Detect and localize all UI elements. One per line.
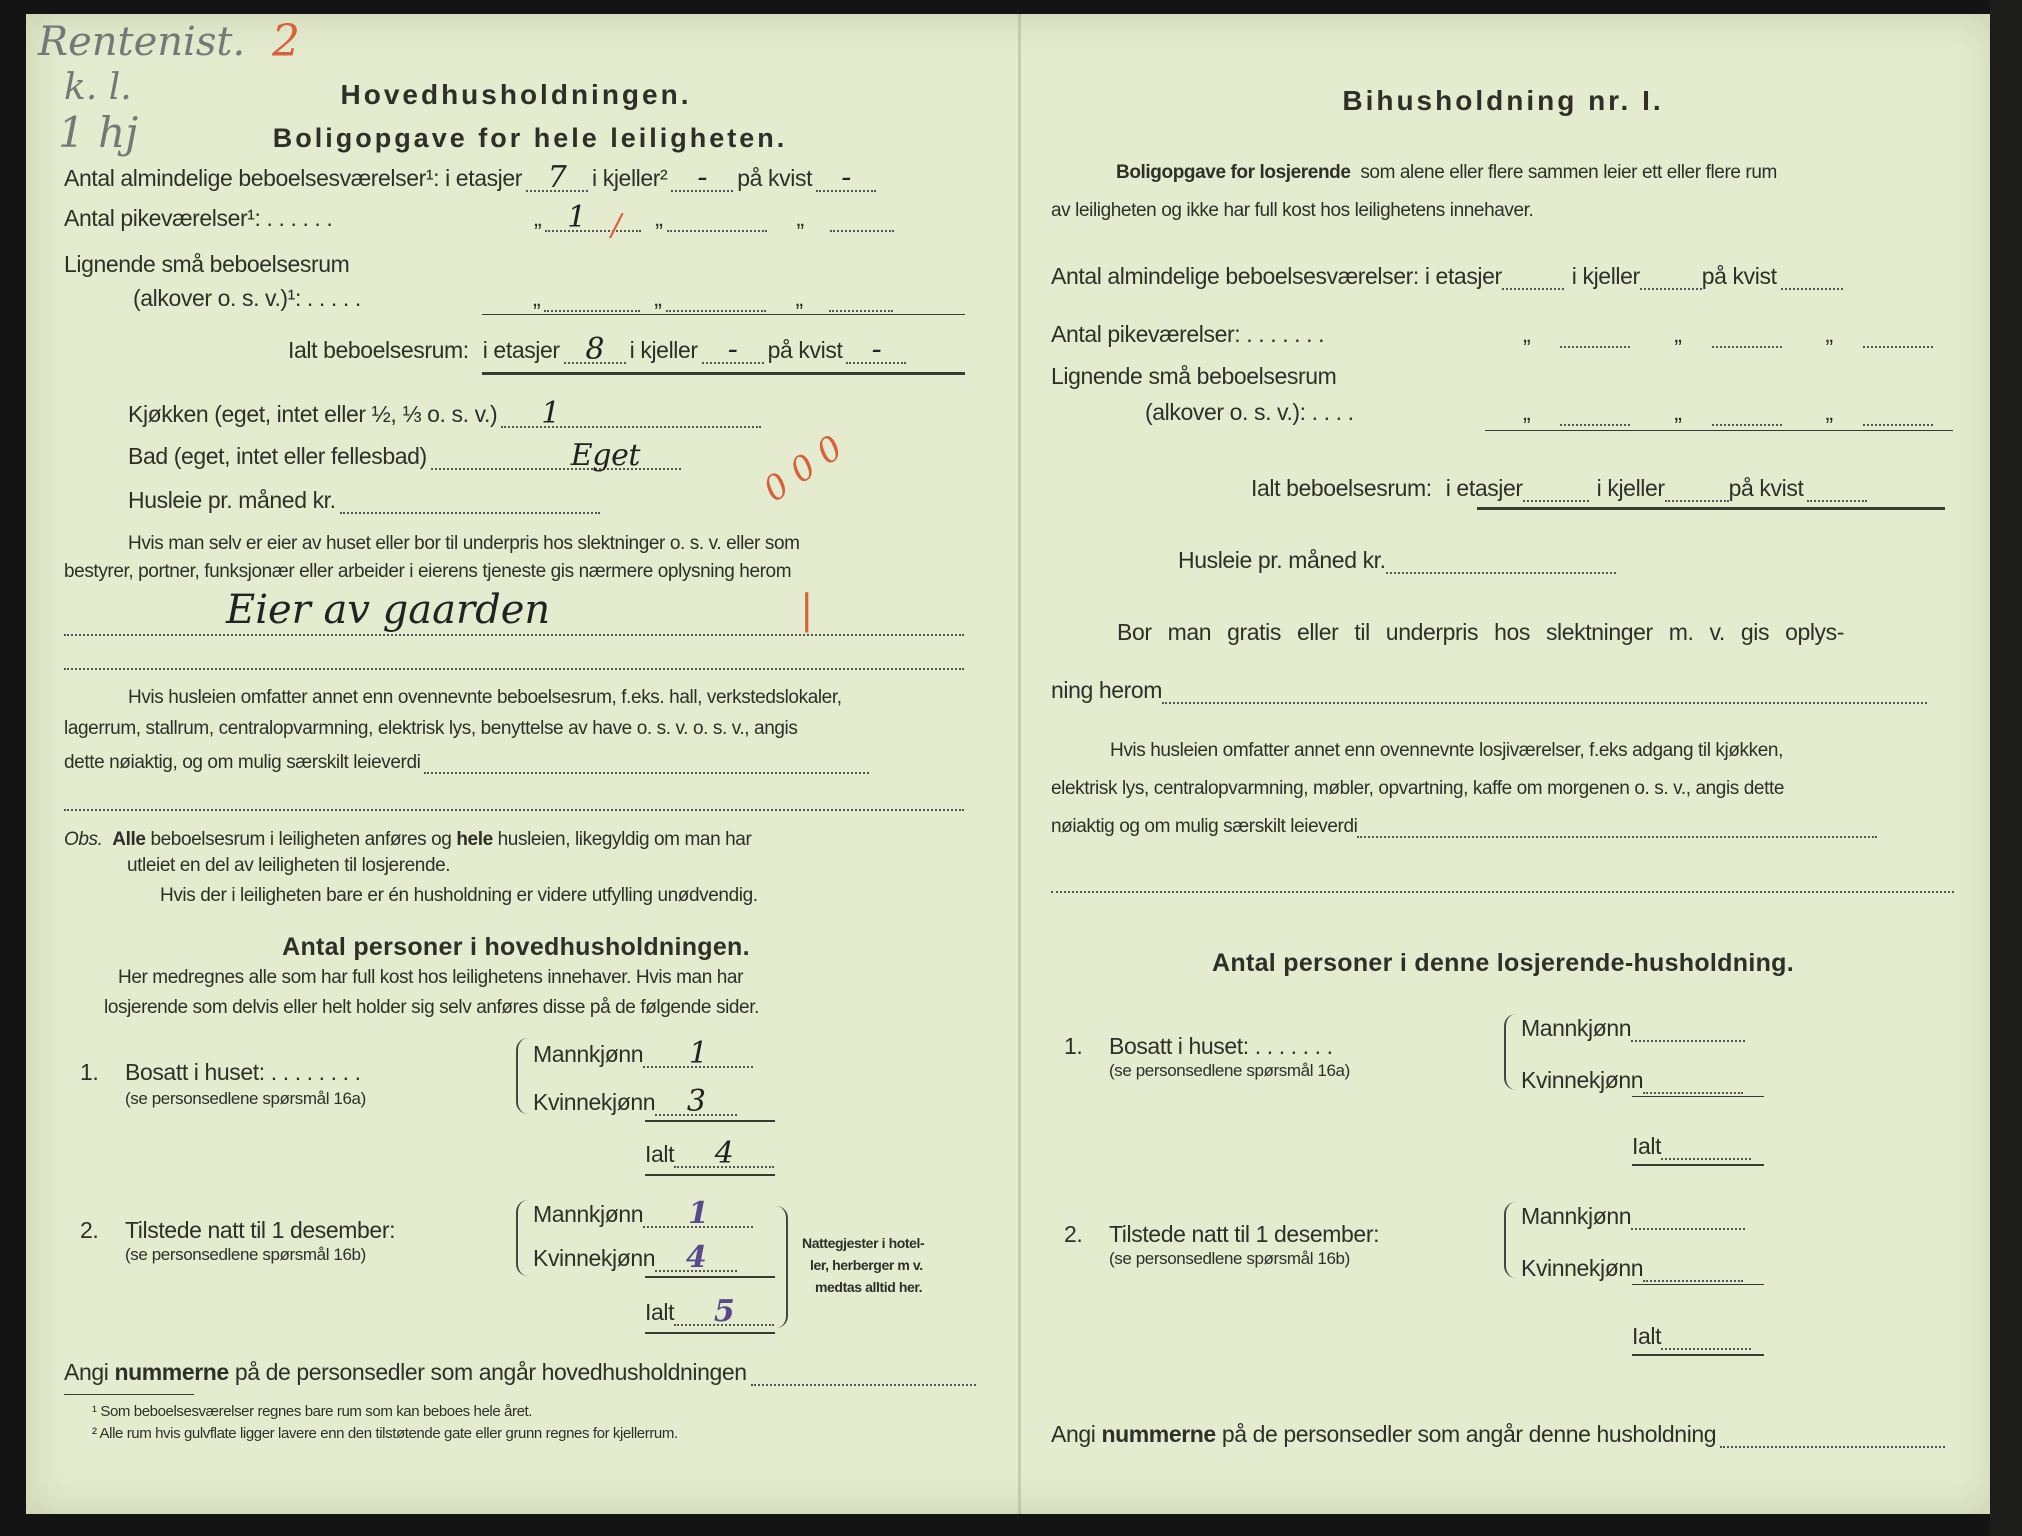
label: på kvist (767, 337, 843, 363)
persons-para: losjerende som delvis eller helt holder sig selv anføres disse på de følgende sider. (104, 997, 759, 1018)
divider (645, 1332, 775, 1334)
right-row-rent (1178, 546, 1616, 574)
right-persons-title: Antal personer i denne losjerende-husholdning. (1212, 949, 1794, 977)
right-similar-rooms-label: Lignende små beboelsesrum (1051, 363, 1337, 389)
extra-para-last (1051, 816, 1877, 838)
male-field[interactable] (1631, 1202, 1745, 1230)
free-para-last (1051, 676, 1927, 704)
obs-line: utleiet en del av leiligheten til losjerende. (127, 855, 451, 876)
red-annotation: | (800, 587, 814, 633)
etasjer-field[interactable]: 7 (526, 164, 588, 192)
label: Antal almindelige beboelsesværelser¹: i etasjer (64, 165, 523, 191)
label: Angi (1051, 1421, 1096, 1447)
extra-para-last (64, 752, 873, 774)
red-check-mark: / (611, 208, 621, 243)
kvist-field[interactable] (830, 204, 894, 232)
item-sub: (se personsedlene spørsmål 16a) (1109, 1061, 1350, 1080)
label: Angi (64, 1359, 109, 1385)
bold-word: nummerne (114, 1359, 229, 1385)
label: Husleie pr. måned kr. (1178, 547, 1386, 573)
kjeller-field[interactable]: - (671, 164, 733, 192)
divider (1477, 507, 1945, 510)
label: Ialt beboelsesrum: (288, 337, 469, 363)
text: beboelsesrum i leiligheten anføres og (150, 829, 452, 850)
bold-word: Alle (112, 829, 146, 850)
female-row (1521, 1254, 1743, 1282)
female-field[interactable] (1643, 1066, 1743, 1094)
ditto-mark: „ (654, 285, 662, 311)
label: (alkover o. s. v.)¹: . . . . . (133, 285, 361, 311)
label: på de personsedler som angår denne husholdning (1221, 1421, 1717, 1447)
total-row (645, 1294, 774, 1329)
label: Ialt (1632, 1133, 1662, 1159)
divider (645, 1174, 775, 1176)
scan-edge (1990, 0, 2022, 1536)
ditto-mark: „ (796, 205, 804, 231)
etasjer-field[interactable] (1560, 320, 1630, 348)
obs-line: Hvis der i leiligheten bare er én husholdning er videre utfylling unødvendig. (160, 885, 758, 906)
kjeller-field[interactable]: - (702, 336, 764, 364)
etasjer-field[interactable] (1502, 262, 1564, 290)
answer-line (1051, 891, 1954, 893)
ditto-mark: „ (1674, 321, 1682, 347)
label: Ialt (645, 1141, 675, 1167)
bath-field[interactable]: Eget (431, 442, 681, 470)
item-sub: (se personsedlene spørsmål 16b) (1109, 1249, 1350, 1268)
item-label: Bosatt i huset: . . . . . . . (1109, 1033, 1333, 1059)
kitchen-field[interactable]: 1 (501, 400, 761, 428)
item-label: Tilstede natt til 1 desember: (125, 1217, 396, 1243)
label: Ialt beboelsesrum: (1251, 475, 1432, 501)
total-field[interactable] (1661, 1132, 1751, 1160)
rent-field[interactable] (340, 486, 600, 514)
etasjer-field[interactable]: 1 / (545, 204, 641, 232)
label: i etasjer (1445, 475, 1523, 501)
item-label: Bosatt i huset: . . . . . . . . (125, 1059, 361, 1085)
rent-field[interactable] (1386, 546, 1616, 574)
free-info-field[interactable] (1162, 676, 1927, 704)
left-row-kitchen (128, 396, 765, 431)
item-sub: (se personsedlene spørsmål 16b) (125, 1245, 366, 1264)
right-row-maid-rooms (1051, 320, 1937, 348)
ditto-mark: „ (1523, 399, 1531, 425)
label: Antal pikeværelser: . . . . . . . (1051, 321, 1325, 347)
brace (1504, 1202, 1516, 1278)
total-field[interactable]: 5 (674, 1298, 774, 1326)
divider (1632, 1096, 1764, 1097)
label: Mannkjønn (533, 1041, 644, 1067)
etasjer-field[interactable] (1560, 398, 1630, 426)
owner-para-line: Hvis man selv er eier av huset eller bor til underpris hos slektninger o. s. v. eller som (128, 533, 800, 554)
label: Mannkjønn (1521, 1203, 1632, 1229)
female-row (533, 1240, 737, 1275)
item-number: 2. (1064, 1221, 1083, 1247)
footnote: ² Alle rum hvis gulvflate ligger lavere enn den tilstøtende gate eller grunn regnes for kjellerrum. (92, 1425, 678, 1442)
left-row-total-rooms (288, 332, 910, 367)
kvist-field[interactable] (1807, 474, 1867, 502)
rental-value-field[interactable] (424, 754, 869, 774)
label: i etasjer (482, 337, 560, 363)
right-title: Bihusholdning nr. I. (1342, 85, 1664, 116)
night-guests-note: Nattegjester i hotel- (802, 1235, 925, 1251)
answer-line (64, 809, 964, 811)
label: i kjeller (629, 337, 698, 363)
item-number: 2. (80, 1217, 99, 1243)
obs-label: Obs. (64, 829, 103, 850)
male-field[interactable] (1631, 1014, 1745, 1042)
obs-note (64, 830, 751, 851)
label: Kvinnekjønn (533, 1245, 656, 1271)
answer-line (64, 634, 964, 636)
item-sub: (se personsedlene spørsmål 16a) (125, 1089, 366, 1108)
ditto-mark: „ (795, 285, 803, 311)
divider (1632, 1284, 1764, 1285)
kjeller-field[interactable] (1640, 262, 1702, 290)
label: dette nøiaktig, og om mulig særskilt leieverdi (64, 752, 421, 773)
total-field[interactable] (1661, 1322, 1751, 1350)
label: Kvinnekjønn (533, 1089, 656, 1115)
persons-para: Her medregnes alle som har full kost hos leilighetens innehaver. Hvis man har (118, 967, 744, 988)
label: nøiaktig og om mulig særskilt leieverdi (1051, 816, 1358, 837)
night-guests-note: medtas alltid her. (815, 1279, 923, 1295)
brace (776, 1206, 788, 1328)
divider (1485, 430, 1953, 431)
ditto-mark: „ (1523, 321, 1531, 347)
kjeller-field[interactable] (1665, 474, 1729, 502)
left-similar-rooms-label: Lignende små beboelsesrum (64, 251, 350, 277)
label: ning herom (1051, 677, 1163, 703)
right-intro-line: av leiligheten og ikke har full kost hos leilighetens innehaver. (1051, 200, 1534, 221)
bold-word: nummerne (1101, 1421, 1216, 1447)
footnote-divider (64, 1394, 194, 1395)
label: på de personsedler som angår hovedhusholdningen (234, 1359, 747, 1385)
label: i kjeller (1596, 475, 1665, 501)
divider (482, 314, 965, 315)
item-number: 1. (1064, 1033, 1083, 1059)
owner-para-line: bestyrer, portner, funksjonær eller arbeider i eierens tjeneste gis nærmere oplysning herom (64, 561, 792, 582)
left-numbers-row (64, 1358, 980, 1386)
ditto-mark: „ (1825, 399, 1833, 425)
numbers-field[interactable] (751, 1358, 976, 1386)
kvist-field[interactable] (829, 284, 893, 312)
item-label: Tilstede natt til 1 desember: (1109, 1221, 1380, 1247)
kvist-field[interactable] (1781, 262, 1843, 290)
left-persons-title: Antal personer i hovedhusholdningen. (282, 933, 750, 961)
kjeller-field[interactable] (1712, 320, 1782, 348)
left-row-rent (128, 486, 604, 514)
red-annotation: 0 0 0 (756, 427, 851, 511)
male-row (533, 1036, 753, 1071)
left-row-ordinary-rooms (64, 160, 880, 195)
etasjer-field[interactable] (1523, 474, 1589, 502)
male-row (1521, 1202, 1745, 1230)
left-row-alcoves (133, 284, 897, 312)
kjeller-field[interactable] (666, 284, 766, 312)
night-guests-note: ler, herberger m v. (810, 1257, 923, 1273)
label: Kvinnekjønn (1521, 1067, 1644, 1093)
label: på kvist (737, 165, 813, 191)
kjeller-field[interactable] (667, 204, 767, 232)
etasjer-field[interactable] (544, 284, 640, 312)
female-field[interactable] (1643, 1254, 1743, 1282)
right-row-alcoves (1145, 398, 1937, 426)
male-row (533, 1196, 753, 1231)
female-field[interactable]: 4 (655, 1244, 737, 1272)
kvist-field[interactable]: - (846, 336, 906, 364)
footnote: ¹ Som beboelsesværelser regnes bare rum som kan beboes hele året. (92, 1403, 533, 1420)
text: husleien, likegyldig om man har (497, 829, 752, 850)
label: Ialt (645, 1299, 675, 1325)
total-row (1632, 1132, 1751, 1160)
divider (645, 1276, 775, 1278)
answer-line (64, 668, 964, 670)
right-row-total-rooms (1251, 474, 1871, 502)
annotation-1hj: 1 hj (58, 108, 139, 157)
female-field[interactable]: 3 (655, 1088, 737, 1116)
label: i kjeller (1571, 263, 1640, 289)
divider (1632, 1354, 1764, 1356)
extra-para-line: Hvis husleien omfatter annet enn ovennevnte beboelsesrum, f.eks. hall, verkstedslokaler, (128, 687, 842, 708)
ditto-mark: „ (655, 205, 663, 231)
extra-para-line: elektrisk lys, centralopvarmning, møbler, opvartning, kaffe om morgenen o. s. v., angis dette (1051, 778, 1785, 799)
brace (1504, 1014, 1516, 1090)
label: (alkover o. s. v.): . . . . (1145, 399, 1354, 425)
left-title: Hovedhusholdningen. (340, 79, 692, 110)
label: Antal almindelige beboelsesværelser: i etasjer (1051, 263, 1502, 289)
male-field[interactable]: 1 (643, 1040, 753, 1068)
owner-answer[interactable]: Eier av gaarden (226, 587, 551, 633)
extra-para-line: lagerrum, stallrum, centralopvarmning, elektrisk lys, benyttelse av have o. s. v. o. s. v., angis (64, 718, 798, 739)
right-intro (1116, 163, 1777, 184)
free-para-line: Bor man gratis eller til underpris hos slektninger m. v. gis oplys- (1117, 619, 1845, 645)
brace (516, 1038, 528, 1114)
ditto-mark: „ (1825, 321, 1833, 347)
right-row-ordinary-rooms (1051, 262, 1847, 290)
label: på kvist (1701, 263, 1777, 289)
annotation-kl: k. l. (64, 67, 132, 108)
left-row-maid-rooms (64, 200, 898, 243)
item-number: 1. (80, 1059, 99, 1085)
label: på kvist (1728, 475, 1804, 501)
annotation-rentenist: Rentenist. (38, 19, 246, 65)
bold-phrase: Boligopgave for losjerende (1116, 162, 1351, 183)
kvist-field[interactable] (1863, 320, 1933, 348)
bold-word: hele (456, 829, 493, 850)
label: i kjeller² (592, 165, 668, 191)
kjeller-field[interactable] (1712, 398, 1782, 426)
ditto-mark: „ (1674, 399, 1682, 425)
label: Husleie pr. måned kr. (128, 487, 336, 513)
label: Mannkjønn (1521, 1015, 1632, 1041)
annotation-red-number: 2 (272, 16, 300, 67)
label: Antal pikeværelser¹: . . . . . . (64, 205, 333, 231)
numbers-field[interactable] (1720, 1420, 1945, 1448)
divider (482, 372, 965, 375)
total-field[interactable]: 4 (674, 1140, 774, 1168)
kvist-field[interactable]: - (816, 164, 876, 192)
right-numbers-row (1051, 1420, 1949, 1448)
extra-para-line: Hvis husleien omfatter annet enn ovennevnte losjiværelser, f.eks adgang til kjøkken, (1110, 740, 1783, 761)
text: som alene eller flere sammen leier ett eller flere rum (1360, 162, 1777, 183)
label: Ialt (1632, 1323, 1662, 1349)
male-field[interactable]: 1 (643, 1200, 753, 1228)
male-row (1521, 1014, 1745, 1042)
total-row (1632, 1322, 1751, 1350)
etasjer-field[interactable]: 8 (564, 336, 626, 364)
page-fold (1018, 14, 1021, 1514)
label: Kvinnekjønn (1521, 1255, 1644, 1281)
divider (645, 1120, 775, 1122)
label: Kjøkken (eget, intet eller ½, ⅓ o. s. v.) (128, 401, 498, 427)
total-row (645, 1136, 774, 1171)
ditto-mark: „ (534, 205, 542, 231)
kvist-field[interactable] (1863, 398, 1933, 426)
female-row (533, 1084, 737, 1119)
female-row (1521, 1066, 1743, 1094)
left-subtitle: Boligopgave for hele leiligheten. (272, 123, 788, 153)
rental-value-field[interactable] (1357, 818, 1877, 838)
brace (516, 1200, 528, 1276)
label: Bad (eget, intet eller fellesbad) (128, 443, 427, 469)
label: Mannkjønn (533, 1201, 644, 1227)
ditto-mark: „ (533, 285, 541, 311)
divider (1632, 1164, 1764, 1166)
left-row-bath (128, 438, 685, 473)
